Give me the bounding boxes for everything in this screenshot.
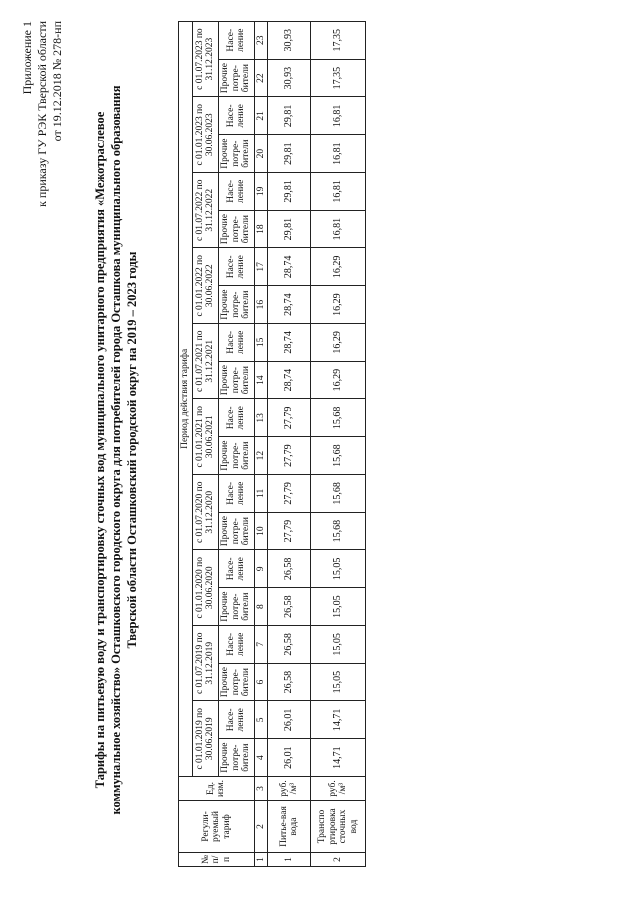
- consumer-other-cell: Прочие потре-бители: [218, 512, 254, 550]
- tariff-value-cell: 29,81: [268, 135, 311, 173]
- consumer-population-cell: Насе-ление: [218, 399, 254, 437]
- tariff-value-cell: 26,01: [268, 701, 311, 739]
- period-date-cell: с 01.01.2020 по 30.06.2020: [192, 550, 218, 626]
- column-number-cell: 23: [254, 21, 268, 59]
- tariff-value-cell: 15,05: [311, 663, 366, 701]
- tariff-value-cell: 16,81: [311, 173, 366, 211]
- consumer-other-cell: Прочие потре-бители: [218, 739, 254, 777]
- tariff-value-cell: 16,29: [311, 324, 366, 362]
- period-date-cell: с 01.07.2019 по 31.12.2019: [192, 626, 218, 702]
- column-number-cell: 13: [254, 399, 268, 437]
- column-number-cell: 9: [254, 550, 268, 588]
- period-date-cell: с 01.01.2019 по 30.06.2019: [192, 701, 218, 777]
- column-number-cell: 4: [254, 739, 268, 777]
- tariff-value-cell: 14,71: [311, 739, 366, 777]
- column-number-cell: 12: [254, 437, 268, 475]
- tariff-value-cell: 30,93: [268, 21, 311, 59]
- column-number-cell: 6: [254, 663, 268, 701]
- appendix-line-3: от 19.12.2018 № 278-нп: [50, 21, 64, 142]
- title-line-3: Тверской области Осташковский городской округ на 2019 – 2023 годы: [125, 251, 139, 649]
- column-number-cell: 14: [254, 361, 268, 399]
- column-number-cell: 20: [254, 135, 268, 173]
- consumer-other-cell: Прочие потре-бители: [218, 286, 254, 324]
- column-number-cell: 5: [254, 701, 268, 739]
- tariff-value-cell: 28,74: [268, 248, 311, 286]
- period-date-cell: с 01.07.2022 по 31.12.2022: [192, 173, 218, 249]
- tariff-value-cell: 29,81: [268, 97, 311, 135]
- title-line-2: коммунальное хозяйство» Осташковского городского округа для потребителей города Осташкова муниципального образования: [109, 85, 123, 815]
- period-date-cell: с 01.07.2023 по 31.12.2023: [192, 21, 218, 97]
- column-number-cell: 10: [254, 512, 268, 550]
- header-row-dates: [192, 21, 218, 866]
- column-number-cell: 8: [254, 588, 268, 626]
- tariff-value-cell: 16,29: [311, 248, 366, 286]
- tariff-value-cell: 16,29: [311, 286, 366, 324]
- row-tariff-cell: Питье-вая вода: [268, 801, 311, 853]
- consumer-other-cell: Прочие потре-бители: [218, 588, 254, 626]
- tariff-value-cell: 16,81: [311, 97, 366, 135]
- column-number-cell: 2: [254, 801, 268, 853]
- period-date-cell: с 01.01.2023 по 30.06.2023: [192, 97, 218, 173]
- tariff-value-cell: 28,74: [268, 286, 311, 324]
- tariff-table-body: [179, 21, 366, 866]
- tariff-value-cell: 28,74: [268, 324, 311, 362]
- tariff-value-cell: 17,35: [311, 59, 366, 97]
- title-line-1: Тарифы на питьевую воду и транспортировку сточных вод муниципального унитарного предприятия «Межотраслевое: [93, 111, 107, 789]
- row-number-cell: 2: [311, 853, 366, 867]
- tariff-value-cell: 15,05: [311, 588, 366, 626]
- tariff-value-cell: 30,93: [268, 59, 311, 97]
- tariff-value-cell: 15,05: [311, 626, 366, 664]
- appendix-line-2: к приказу ГУ РЭК Тверской области: [35, 21, 49, 207]
- tariff-value-cell: 16,81: [311, 210, 366, 248]
- column-number-cell: 17: [254, 248, 268, 286]
- period-date-cell: с 01.01.2021 по 30.06.2021: [192, 399, 218, 475]
- tariff-value-cell: 26,58: [268, 626, 311, 664]
- consumer-other-cell: Прочие потре-бители: [218, 663, 254, 701]
- tariff-value-cell: 28,74: [268, 361, 311, 399]
- header-period: Период действия тарифа: [179, 21, 193, 776]
- tariff-value-cell: 27,79: [268, 512, 311, 550]
- column-number-cell: 11: [254, 475, 268, 513]
- consumer-population-cell: Насе-ление: [218, 475, 254, 513]
- column-number-cell: 1: [254, 853, 268, 867]
- tariff-value-cell: 26,01: [268, 739, 311, 777]
- header-row-consumers: [218, 21, 254, 866]
- column-number-cell: 18: [254, 210, 268, 248]
- table-row: [311, 21, 366, 866]
- consumer-population-cell: Насе-ление: [218, 173, 254, 211]
- tariff-value-cell: 16,81: [311, 135, 366, 173]
- tariff-value-cell: 27,79: [268, 437, 311, 475]
- consumer-population-cell: Насе-ление: [218, 701, 254, 739]
- tariff-table: [178, 21, 366, 867]
- tariff-value-cell: 26,58: [268, 588, 311, 626]
- column-number-cell: 21: [254, 97, 268, 135]
- column-number-cell: 19: [254, 173, 268, 211]
- consumer-population-cell: Насе-ление: [218, 97, 254, 135]
- period-date-cell: с 01.07.2020 по 31.12.2020: [192, 475, 218, 551]
- appendix-header: [20, 21, 65, 207]
- tariff-value-cell: 15,68: [311, 475, 366, 513]
- tariff-value-cell: 26,58: [268, 550, 311, 588]
- header-row-period: [179, 21, 193, 866]
- consumer-other-cell: Прочие потре-бители: [218, 437, 254, 475]
- tariff-value-cell: 14,71: [311, 701, 366, 739]
- header-tariff: Регули-руемый тариф: [179, 801, 255, 853]
- tariff-value-cell: 15,68: [311, 512, 366, 550]
- header-row-column-numbers: [254, 21, 268, 866]
- consumer-population-cell: Насе-ление: [218, 550, 254, 588]
- consumer-population-cell: Насе-ление: [218, 248, 254, 286]
- consumer-population-cell: Насе-ление: [218, 324, 254, 362]
- tariff-value-cell: 17,35: [311, 21, 366, 59]
- column-number-cell: 16: [254, 286, 268, 324]
- row-tariff-cell: Транспо ртировка сточных вод: [311, 801, 366, 853]
- tariff-value-cell: 16,29: [311, 361, 366, 399]
- row-number-cell: 1: [268, 853, 311, 867]
- tariff-value-cell: 15,68: [311, 437, 366, 475]
- tariff-value-cell: 29,81: [268, 173, 311, 211]
- consumer-other-cell: Прочие потре-бители: [218, 210, 254, 248]
- consumer-other-cell: Прочие потре-бители: [218, 361, 254, 399]
- tariff-value-cell: 27,79: [268, 475, 311, 513]
- consumer-other-cell: Прочие потре-бители: [218, 59, 254, 97]
- column-number-cell: 3: [254, 777, 268, 801]
- period-date-cell: с 01.01.2022 по 30.06.2022: [192, 248, 218, 324]
- consumer-other-cell: Прочие потре-бители: [218, 135, 254, 173]
- consumer-population-cell: Насе-ление: [218, 21, 254, 59]
- tariff-value-cell: 26,58: [268, 663, 311, 701]
- header-number: № п/п: [179, 853, 255, 867]
- tariff-value-cell: 15,68: [311, 399, 366, 437]
- tariff-value-cell: 15,05: [311, 550, 366, 588]
- rotated-content: [20, 15, 620, 885]
- appendix-line-1: Приложение 1: [20, 21, 34, 95]
- column-number-cell: 22: [254, 59, 268, 97]
- document-title: [92, 45, 140, 855]
- column-number-cell: 15: [254, 324, 268, 362]
- tariff-value-cell: 29,81: [268, 210, 311, 248]
- row-unit-cell: руб. /м³: [268, 777, 311, 801]
- period-date-cell: с 01.07.2021 по 31.12.2021: [192, 324, 218, 400]
- row-unit-cell: руб. /м³: [311, 777, 366, 801]
- consumer-population-cell: Насе-ление: [218, 626, 254, 664]
- tariff-value-cell: 27,79: [268, 399, 311, 437]
- column-number-cell: 7: [254, 626, 268, 664]
- header-unit: Ед. изм.: [179, 777, 255, 801]
- table-row: [268, 21, 311, 866]
